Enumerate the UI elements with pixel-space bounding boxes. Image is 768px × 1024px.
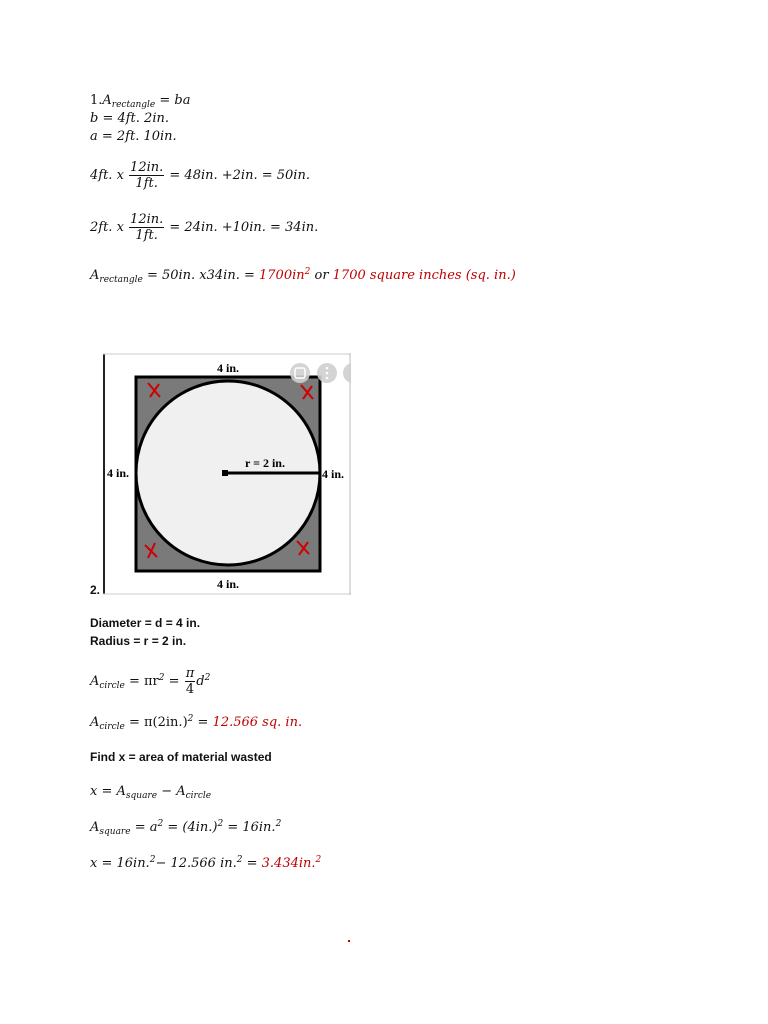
conv2-den: 1ft. [135, 228, 158, 243]
calc-lhs: A [90, 715, 100, 730]
dot-icon [326, 367, 329, 370]
find-x-line: Find x = area of material wasted [90, 750, 272, 764]
final-mid: − 12.566 in. [155, 856, 237, 871]
circle-sub: circle [99, 681, 125, 691]
calc-eq: = [193, 715, 213, 730]
x-sub2: circle [185, 791, 212, 801]
frac-num: π [185, 666, 195, 681]
x-sub1: square [125, 791, 158, 801]
circle-eq: = [164, 674, 184, 689]
bottom-label: 4 in. [216, 577, 240, 591]
conv1-num: 12in. [130, 160, 164, 175]
square-area-calculation [90, 819, 281, 837]
conversion-1 [90, 160, 310, 191]
circle-mid: = πr [124, 674, 159, 689]
circle-tail-sup: 2 [204, 673, 211, 683]
conv1-suffix: = 48in. +2in. = 50in. [169, 168, 310, 183]
sq-mid3: = 16in. [223, 820, 276, 835]
final-result: 3.434in. [261, 856, 316, 871]
pi-over-4-fraction [185, 666, 196, 697]
problem1-formula [90, 93, 190, 110]
x-lhs: x = A [90, 784, 126, 799]
formula-rhs: = ba [155, 93, 191, 108]
wasted-material-result [90, 855, 321, 871]
calc-sup: 2 [187, 714, 194, 724]
dot-icon [326, 372, 329, 375]
conv2-suffix: = 24in. +10in. = 34in. [169, 220, 319, 235]
area-mid: = 50in. x34in. = [142, 268, 259, 283]
left-label: 4 in. [107, 466, 130, 480]
problem1-number: 1. [90, 93, 103, 108]
circle-area-result: 12.566 sq. in. [212, 715, 303, 730]
conv2-prefix: 2ft. x [90, 220, 124, 235]
final-eq: = [242, 856, 262, 871]
conv1-fraction [129, 160, 164, 191]
figure-svg [103, 353, 351, 595]
dot-icon [326, 377, 329, 380]
calc-mid: = π(2in.) [124, 715, 188, 730]
sq-mid2: = (4in.) [163, 820, 218, 835]
conversion-2 [90, 212, 318, 243]
final-lhs: x = 16in. [90, 856, 150, 871]
diameter-line: Diameter = d = 4 in. [90, 616, 201, 630]
area-lhs: A [90, 268, 100, 283]
x-minus: − A [157, 784, 186, 799]
conv1-den: 1ft. [135, 176, 158, 191]
circle-tail: d [196, 674, 205, 689]
rectangle-area-result [90, 267, 516, 285]
b-line: b = 4ft. 2in. [90, 111, 169, 126]
conv2-num: 12in. [130, 212, 164, 227]
area-result-2: 1700 square inches (sq. in.) [332, 268, 516, 283]
calc-sub: circle [99, 722, 125, 732]
circle-sup: 2 [158, 673, 165, 683]
extra-icon[interactable] [343, 363, 351, 383]
sq-sup3: 2 [275, 819, 282, 829]
area-result-1: 1700in [259, 268, 305, 283]
final-sup1: 2 [149, 855, 156, 865]
sq-mid: = a [130, 820, 158, 835]
x-definition [90, 784, 211, 801]
circle-in-square-figure [103, 353, 351, 595]
problem2-number: 2. [90, 583, 101, 597]
circle-area-calculation [90, 714, 302, 732]
formula-sub: rectangle [111, 100, 156, 110]
image-overlay-icons[interactable] [290, 363, 351, 383]
area-sub: rectangle [99, 275, 143, 285]
conv1-prefix: 4ft. x [90, 168, 124, 183]
sq-sup1: 2 [157, 819, 164, 829]
visual-search-icon[interactable] [290, 363, 310, 383]
final-sup2: 2 [236, 855, 243, 865]
circle-area-formula [90, 666, 210, 697]
circle-lhs: A [90, 674, 100, 689]
a-line: a = 2ft. 10in. [90, 129, 177, 144]
radius-line-text: Radius = r = 2 in. [90, 634, 187, 648]
top-label: 4 in. [216, 361, 240, 375]
formula-lhs: A [102, 93, 112, 108]
area-or: or [310, 268, 333, 283]
frac-den: 4 [185, 682, 195, 697]
stray-dot [348, 940, 350, 942]
right-label: 4 in. [322, 467, 345, 481]
area-result-1-sup: 2 [304, 267, 311, 277]
final-result-sup: 2 [315, 855, 322, 865]
center-point [222, 470, 228, 476]
conv2-fraction [129, 212, 164, 243]
sq-lhs: A [90, 820, 100, 835]
sq-sup2: 2 [217, 819, 224, 829]
sq-sub: square [99, 827, 131, 837]
radius-label: r = 2 in. [245, 456, 285, 470]
